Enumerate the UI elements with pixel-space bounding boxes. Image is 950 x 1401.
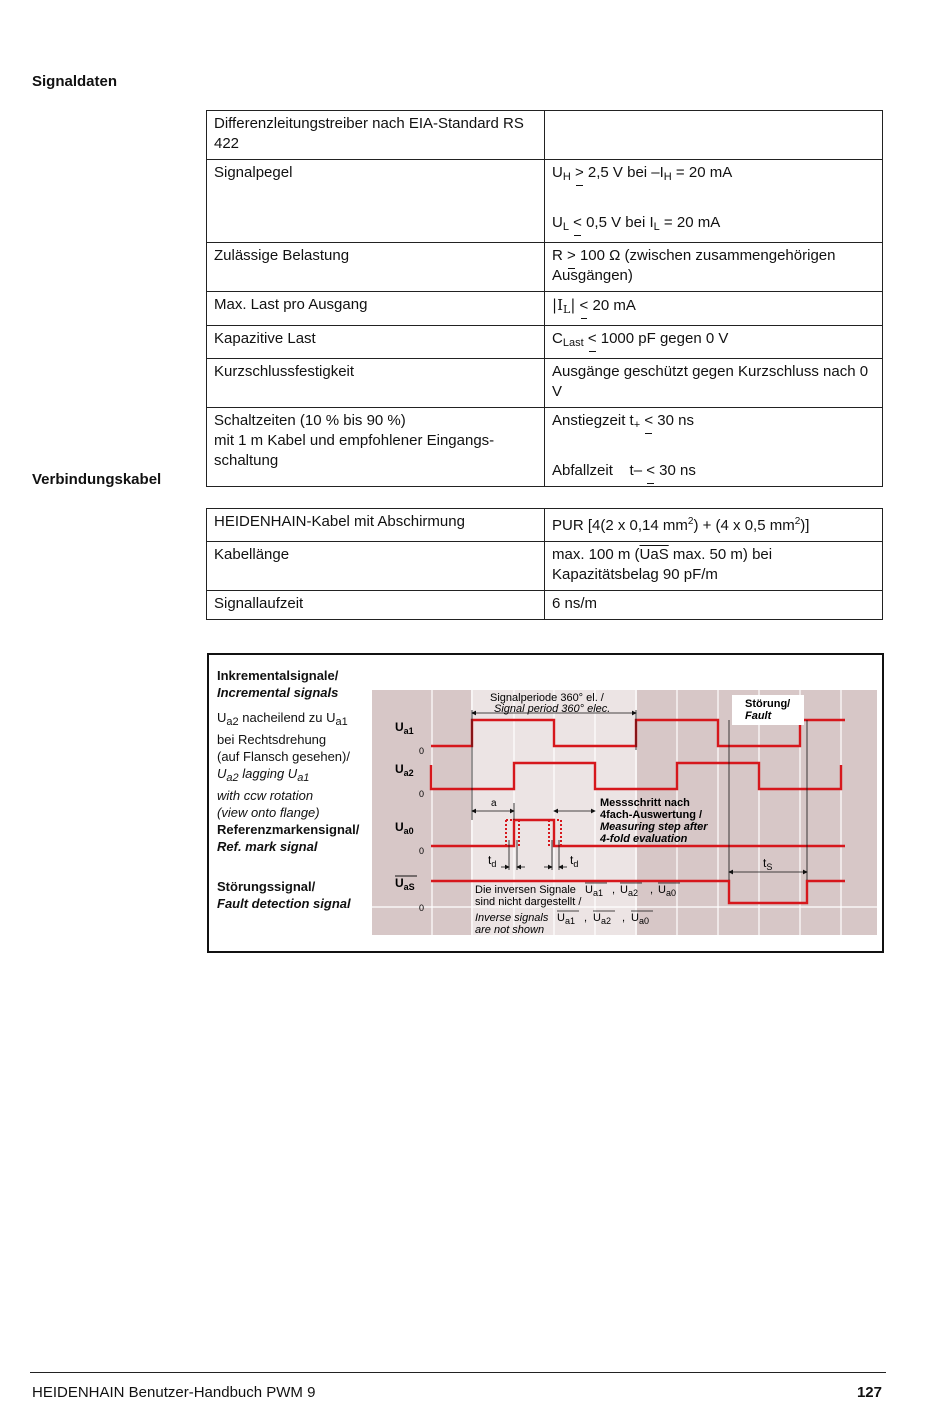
ua2-label: $U_{a2}$ — [395, 762, 414, 778]
section-heading-verbindungskabel: Verbindungskabel — [32, 471, 162, 488]
table-row — [207, 408, 883, 487]
td-label: $t_d$ — [488, 853, 497, 869]
table-row — [207, 326, 883, 359]
fault-box-de: Störung/ — [745, 698, 791, 710]
step-label-de1: Messschritt nach — [600, 797, 690, 809]
inverse-sig-a2: $U_{a2}$ — [620, 884, 638, 898]
zero-label: 0 — [419, 846, 425, 856]
inverse-sig-a0-en: $U_{a0}$ — [631, 912, 649, 926]
table-row — [207, 591, 883, 620]
table-row — [207, 359, 883, 408]
footer-title: HEIDENHAIN Benutzer-Handbuch PWM 9 — [32, 1384, 316, 1401]
table-cell-value: max. 100 m ($\overline{UaS}$ max. 50 m) bei Kapazitätsbelag 90 pF/m — [545, 542, 883, 591]
inverse-note-de1: Die inversen Signale — [475, 884, 576, 896]
table-row — [207, 160, 883, 243]
ua0-label: $U_{a0}$ — [395, 820, 414, 836]
zero-label: 0 — [419, 903, 425, 913]
table-cell-value: Ausgänge geschützt gegen Kurzschluss nach 0 V — [545, 359, 883, 408]
table-cell-value — [545, 160, 883, 243]
cable-table — [206, 508, 883, 620]
zero-label: 0 — [419, 746, 425, 756]
fall-time: Abfallzeit t– < 30 ns — [552, 462, 696, 479]
ts-label: $t_S$ — [763, 856, 773, 872]
rise-time: Anstiegzeit $t_+ < 30$ ns — [552, 412, 694, 431]
period-label-de: Signalperiode 360° el. / — [490, 692, 604, 704]
step-label-en1: Measuring step after — [600, 821, 708, 833]
inverse-sig-a1: $U_{a1}$ — [585, 884, 603, 898]
table-cell-label: Schaltzeiten (10 % bis 90 %) mit 1 m Kabel und empfohlener Eingangs- schaltung — [207, 408, 545, 487]
step-label-de2: 4fach-Auswertung / — [600, 809, 703, 821]
table-cell-value: PUR [4(2 x 0,14 $mm^2) + (4$ x 0,5 $mm^2$)] — [545, 509, 883, 542]
separator-comma: , — [584, 912, 588, 924]
figure-title: Inkrementalsignale/ Incremental signals — [217, 668, 339, 700]
table-cell-label: HEIDENHAIN-Kabel mit Abschirmung — [207, 509, 545, 542]
signal-data-table — [206, 110, 883, 487]
table-cell-label: Kapazitive Last — [207, 326, 545, 359]
separator-comma: , — [612, 884, 616, 896]
signal-timing-diagram — [209, 655, 882, 951]
zero-label: 0 — [419, 789, 425, 799]
separator-comma: , — [650, 884, 654, 896]
table-cell-label: Max. Last pro Ausgang — [207, 292, 545, 326]
signalpegel-high: $U_H > 2,5$ V bei $-I_H = 20$ mA — [552, 164, 733, 183]
table-row — [207, 243, 883, 292]
table-cell-value: $C_{Last} < 1000$ pF gegen 0 V — [545, 326, 883, 359]
ref-mark-label: Referenzmarkensignal/ Ref. mark signal — [217, 822, 360, 854]
a-label: a — [491, 798, 497, 809]
period-label-en: Signal period 360° elec. — [494, 703, 611, 715]
inverse-sig-a0: $U_{a0}$ — [658, 884, 676, 898]
table-cell-value — [545, 408, 883, 487]
fault-box-en: Fault — [745, 710, 772, 722]
table-cell-value: R > 100 Ω (zwischen zusammengehörigen Ausgängen) — [545, 243, 883, 292]
table-row — [207, 292, 883, 326]
table-row — [207, 111, 883, 160]
section-heading-signaldaten: Signaldaten — [32, 73, 118, 90]
table-cell-label: Kurzschlussfestigkeit — [207, 359, 545, 408]
figure-description: $U_{a2}$ nacheilend zu $U_{a1}$ bei Rechtsdrehung (auf Flansch gesehen)/ $U_{a2}$ lagging $U_{a1}$ with ccw rotation (view onto flange) — [217, 710, 350, 820]
uas-label: $U_{aS}$ — [395, 876, 415, 892]
td-label: $t_d$ — [570, 853, 579, 869]
inverse-sig-a1-en: $U_{a1}$ — [557, 912, 575, 926]
table-row — [207, 542, 883, 591]
step-label-en2: 4-fold evaluation — [600, 833, 688, 845]
table-cell-value: $|I_L| < 20$ mA — [545, 292, 883, 326]
table-cell-value — [545, 111, 883, 160]
table-cell-label: Zulässige Belastung — [207, 243, 545, 292]
inverse-note-de2: sind nicht dargestellt / — [475, 896, 582, 908]
table-cell-label: Signalpegel — [207, 160, 545, 243]
footer-rule — [30, 1372, 886, 1373]
inverse-note-en1: Inverse signals — [475, 912, 549, 924]
table-cell-label: Signallaufzeit — [207, 591, 545, 620]
fault-signal-label: Störungssignal/ Fault detection signal — [217, 879, 351, 911]
table-cell-label: Kabellänge — [207, 542, 545, 591]
inverse-sig-a2-en: $U_{a2}$ — [593, 912, 611, 926]
signalpegel-low: $U_L < 0,5$ V bei $I_L = 20$ mA — [552, 214, 721, 233]
separator-comma: , — [622, 912, 626, 924]
inverse-note-en2: are not shown — [475, 924, 545, 936]
table-cell-value: 6 ns/m — [545, 591, 883, 620]
incremental-signals-figure — [207, 653, 884, 953]
table-cell-label: Differenzleitungstreiber nach EIA-Standard RS 422 — [207, 111, 545, 160]
ua1-label: $U_{a1}$ — [395, 720, 414, 736]
page-number: 127 — [856, 1384, 882, 1401]
table-row — [207, 509, 883, 542]
